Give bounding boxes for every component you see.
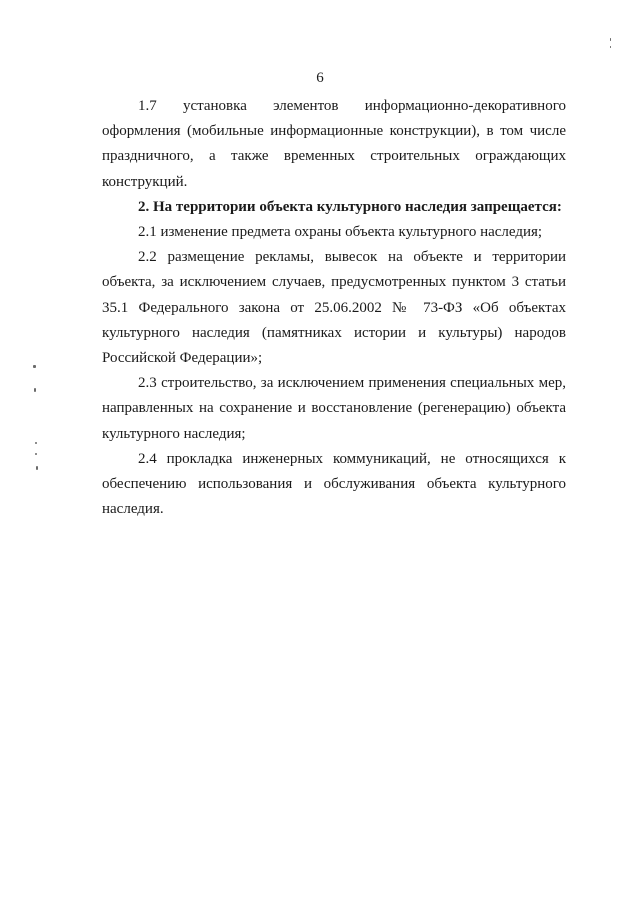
scan-mark — [34, 388, 36, 392]
paragraph-1-7: 1.7 установка элементов информационно-декоративного оформления (мобильные информационные конструкции), в том числе праздничного, а также временных строительных ограждающих конструкций. — [102, 98, 566, 190]
paragraph-2-2: 2.2 размещение рекламы, вывесок на объекте и территории объекта, за исключением случаев, предусмотренных пунктом 3 статьи 35.1 Федерального закона от 25.06.2002 № 73-ФЗ «Об объектах культурного наследия (памятниках истории и культуры) народов Российской Федерации»; — [102, 249, 566, 367]
document-body — [102, 94, 566, 522]
scan-mark — [610, 46, 611, 48]
scan-mark — [36, 466, 38, 470]
scan-mark — [610, 38, 611, 41]
scan-mark — [33, 365, 36, 368]
scan-mark — [35, 453, 37, 455]
paragraph-2-1: 2.1 изменение предмета охраны объекта культурного наследия; — [138, 224, 543, 241]
scan-mark — [35, 442, 37, 444]
paragraph-2-3: 2.3 строительство, за исключением применения специальных мер, направленных на сохранение и восстановление (регенерацию) объекта культурного наследия; — [102, 375, 566, 442]
paragraph-2-4: 2.4 прокладка инженерных коммуникаций, не относящихся к обеспечению использования и обслуживания объекта культурного наследия. — [102, 450, 566, 518]
page-number: 6 — [316, 70, 324, 86]
section-heading-2: 2. На территории объекта культурного наследия запрещается: — [138, 198, 562, 215]
